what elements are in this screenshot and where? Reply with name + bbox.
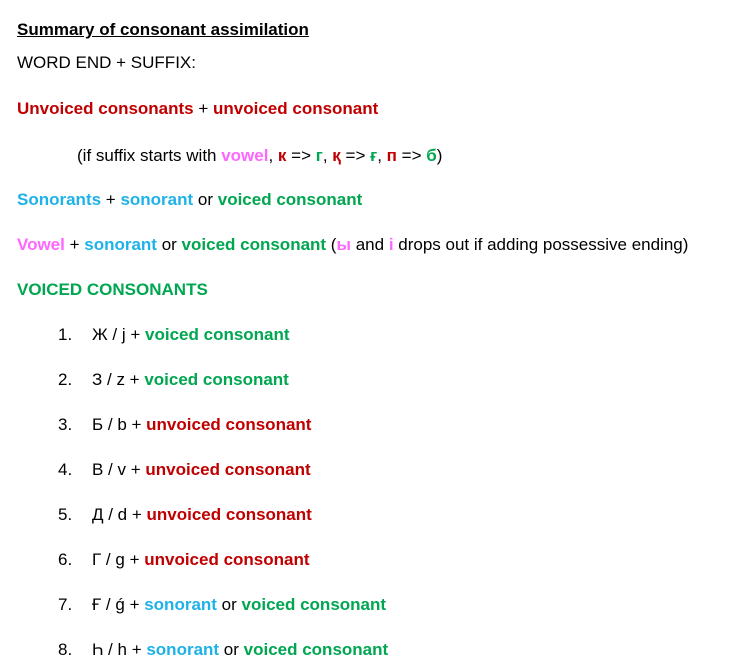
list-number: 7. xyxy=(58,595,73,614)
list-number: 2. xyxy=(58,370,73,389)
plus-sign: + xyxy=(126,640,147,659)
note-comma: , xyxy=(322,146,333,165)
or-text: or xyxy=(193,190,218,209)
plus-sign: + xyxy=(126,460,146,479)
plus-sign: + xyxy=(124,595,145,614)
list-number: 5. xyxy=(58,505,73,524)
document-title: Summary of consonant assimilation xyxy=(17,20,309,39)
list-item-text xyxy=(92,415,311,435)
plus-sign: + xyxy=(193,99,214,118)
sonorant-label: sonorant xyxy=(146,640,220,659)
note-vowel: vowel xyxy=(221,146,269,165)
note-b: б xyxy=(426,146,437,165)
rule-vowel-sonorant: sonorant xyxy=(84,235,157,254)
consonant-letter: Һ / h xyxy=(92,640,127,659)
voiced-consonant-label: voiced consonant xyxy=(144,370,289,389)
and-text: and xyxy=(351,235,389,254)
note-q: қ xyxy=(332,146,341,165)
plus-sign: + xyxy=(124,370,145,389)
note-close: ) xyxy=(436,146,443,165)
sonorant-label: sonorant xyxy=(144,595,217,614)
plus-sign: + xyxy=(124,550,145,569)
letter-i: і xyxy=(388,235,394,254)
plus-sign: + xyxy=(101,190,121,209)
note-comma: , xyxy=(268,146,278,165)
list-item-text xyxy=(92,505,312,525)
rule-sonorants xyxy=(17,190,362,210)
rule-vowel-voiced: voiced consonant xyxy=(181,235,327,254)
plus-sign: + xyxy=(126,415,147,434)
or-text: or xyxy=(216,595,242,614)
letter-y: ы xyxy=(336,235,351,254)
rule-unvoiced xyxy=(17,99,378,119)
rule-sonorants-term: Sonorants xyxy=(17,190,102,209)
unvoiced-consonant-label: unvoiced consonant xyxy=(144,550,310,569)
consonant-letter: Ж / j xyxy=(92,325,126,344)
rule-sonorants-sonorant: sonorant xyxy=(120,190,194,209)
plus-sign: + xyxy=(64,235,85,254)
note-arrow: => xyxy=(286,146,316,165)
list-number: 4. xyxy=(58,460,73,479)
list-item-text xyxy=(92,595,386,615)
paren-open: ( xyxy=(326,235,337,254)
note-comma: , xyxy=(377,146,387,165)
consonant-letter: Г / g xyxy=(92,550,125,569)
list-number: 1. xyxy=(58,325,73,344)
or-text: or xyxy=(219,640,244,659)
rule-vowel xyxy=(17,235,688,255)
list-item-text xyxy=(92,370,289,390)
note-gh: ғ xyxy=(370,146,378,165)
unvoiced-consonant-label: unvoiced consonant xyxy=(145,460,311,479)
list-item-text xyxy=(92,640,388,660)
note-open: (if suffix starts with xyxy=(77,146,222,165)
voiced-consonants-heading: VOICED CONSONANTS xyxy=(17,280,208,299)
subtitle: WORD END + SUFFIX: xyxy=(17,53,196,72)
list-number: 3. xyxy=(58,415,73,434)
note-p: п xyxy=(386,146,397,165)
rule-unvoiced-term: Unvoiced consonants xyxy=(17,99,194,118)
consonant-letter: В / v xyxy=(92,460,127,479)
rule-unvoiced-result: unvoiced consonant xyxy=(213,99,379,118)
note-arrow: => xyxy=(396,146,427,165)
plus-sign: + xyxy=(125,325,146,344)
plus-sign: + xyxy=(127,505,147,524)
note-k: к xyxy=(277,146,287,165)
list-item-text xyxy=(92,325,290,345)
rule-vowel-term: Vowel xyxy=(17,235,65,254)
consonant-letter: З / z xyxy=(92,370,125,389)
or-text: or xyxy=(156,235,182,254)
consonant-letter: Ғ / ǵ xyxy=(92,595,125,614)
note-arrow: => xyxy=(340,146,371,165)
consonant-letter: Д / d xyxy=(92,505,128,524)
list-number: 8. xyxy=(58,640,73,659)
rule-sonorants-voiced: voiced consonant xyxy=(217,190,363,209)
unvoiced-consonant-label: unvoiced consonant xyxy=(146,415,312,434)
voiced-consonant-label: voiced consonant xyxy=(241,595,387,614)
drops-out-text: drops out if adding possessive ending) xyxy=(393,235,689,254)
rule-unvoiced-note xyxy=(77,146,442,166)
list-number: 6. xyxy=(58,550,73,569)
list-item-text xyxy=(92,550,310,570)
voiced-consonant-label: voiced consonant xyxy=(243,640,389,659)
consonant-letter: Б / b xyxy=(92,415,127,434)
note-g: г xyxy=(315,146,323,165)
voiced-consonant-label: voiced consonant xyxy=(145,325,290,344)
list-item-text xyxy=(92,460,311,480)
unvoiced-consonant-label: unvoiced consonant xyxy=(146,505,312,524)
